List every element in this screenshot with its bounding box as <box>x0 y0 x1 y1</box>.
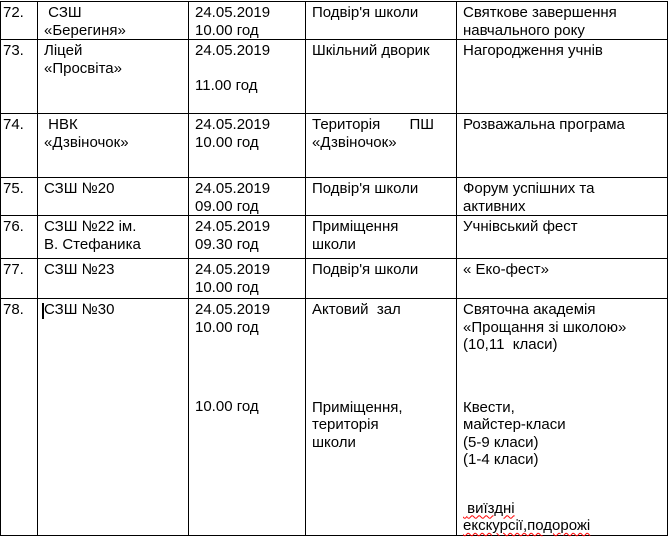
school-cell[interactable] <box>38 259 189 299</box>
cell-line: (1-4 класи) <box>463 451 539 468</box>
cell-line: 10.00 год <box>195 398 259 415</box>
cell-line: «Просвіта» <box>44 59 122 77</box>
cell-line: « Еко-фест» <box>463 261 549 278</box>
datetime-cell[interactable] <box>189 259 306 299</box>
cell-line: 24.05.2019 <box>195 116 271 133</box>
cell-line: «Берегиня» <box>44 21 126 39</box>
event-cell[interactable] <box>457 259 668 299</box>
event-cell[interactable] <box>457 114 668 178</box>
cell-line: 10.00 год <box>195 318 259 336</box>
table-row <box>1 259 668 299</box>
cell-line: 76. <box>3 218 24 235</box>
school-cell[interactable] <box>38 40 189 114</box>
cell-line: «Прощання зі школою» <box>463 318 627 336</box>
school-cell[interactable] <box>38 299 189 536</box>
cell-line: 72. <box>3 4 24 21</box>
event-cell[interactable] <box>457 216 668 259</box>
cell-line: 73. <box>3 42 24 59</box>
cell-line: 10.00 год <box>195 133 259 151</box>
event-block-2 <box>463 399 665 469</box>
cell-line: 24.05.2019 <box>195 42 271 59</box>
text-cursor <box>42 303 44 319</box>
cell-line: Розважальна програма <box>463 116 625 133</box>
location-cell[interactable] <box>306 178 457 216</box>
location-cell[interactable] <box>306 40 457 114</box>
cell-line: 09.00 год <box>195 197 259 215</box>
datetime-cell[interactable] <box>189 114 306 178</box>
datetime-cell[interactable] <box>189 299 306 536</box>
justified-word: Територія <box>312 116 381 133</box>
cell-line <box>195 60 303 78</box>
cell-line: 24.05.2019 <box>195 261 271 278</box>
datetime-cell[interactable] <box>189 2 306 40</box>
event-cell[interactable] <box>457 299 668 536</box>
school-cell[interactable] <box>38 2 189 40</box>
cell-line: 24.05.2019 <box>195 218 271 235</box>
cell-line: СЗШ №30 <box>44 301 115 318</box>
table-row <box>1 178 668 216</box>
table-row <box>1 2 668 40</box>
cell-line: Подвір'я школи <box>312 180 419 197</box>
location-cell[interactable] <box>306 299 457 536</box>
cell-line: Форум успішних та <box>463 180 595 197</box>
misspelled-word: виїздні <box>463 499 515 517</box>
row-number-cell[interactable] <box>1 114 38 178</box>
school-cell[interactable] <box>38 216 189 259</box>
cell-line: 10.00 год <box>195 21 259 39</box>
cell-line: школи <box>312 235 356 253</box>
cell-line: 75. <box>3 180 24 197</box>
cell-line: «Дзвіночок» <box>44 133 129 151</box>
cell-line: НВК <box>44 116 78 133</box>
table-row <box>1 299 668 536</box>
event-block-1 <box>463 301 665 354</box>
event-block-3 <box>463 500 665 535</box>
cell-line: Подвір'я школи <box>312 4 419 21</box>
cell-line: Святочна академія <box>463 301 596 318</box>
cell-line: Приміщення <box>312 218 399 235</box>
cell-line: СЗШ №22 ім. <box>44 218 137 235</box>
cell-line <box>312 116 434 134</box>
table-row <box>1 114 668 178</box>
school-cell[interactable] <box>38 114 189 178</box>
cell-line: майстер-класи <box>463 416 566 433</box>
cell-line: Актовий зал <box>312 301 401 318</box>
cell-line: Приміщення, <box>312 398 403 416</box>
cell-line: СЗШ №23 <box>44 261 115 278</box>
cell-line: 74. <box>3 116 24 133</box>
cell-line: Ліцей <box>44 42 83 59</box>
school-cell[interactable] <box>38 178 189 216</box>
datetime-cell[interactable] <box>189 178 306 216</box>
misspelled-word: екскурсії,подорожі <box>463 517 591 534</box>
row-number-cell[interactable] <box>1 259 38 299</box>
cell-line: територія <box>312 416 379 433</box>
cell-line: (10,11 класи) <box>463 336 558 353</box>
event-cell[interactable] <box>457 2 668 40</box>
cell-line: 11.00 год <box>195 77 258 94</box>
event-cell[interactable] <box>457 178 668 216</box>
location-cell[interactable] <box>306 114 457 178</box>
row-number-cell[interactable] <box>1 40 38 114</box>
cell-line: Шкільний дворик <box>312 42 430 59</box>
location-cell[interactable] <box>306 216 457 259</box>
cell-line: Подвір'я школи <box>312 261 419 278</box>
row-number-cell[interactable] <box>1 216 38 259</box>
table-row <box>1 40 668 114</box>
cell-line: (5-9 класи) <box>463 433 539 451</box>
cell-line: 24.05.2019 <box>195 4 271 21</box>
datetime-cell[interactable] <box>189 216 306 259</box>
cell-line: 77. <box>3 261 24 278</box>
row-number-cell[interactable] <box>1 178 38 216</box>
cell-line: Квести, <box>463 398 515 416</box>
cell-line: СЗШ №20 <box>44 180 115 197</box>
location-cell[interactable] <box>306 2 457 40</box>
location-block-2 <box>312 399 454 452</box>
row-number-cell[interactable] <box>1 2 38 40</box>
event-cell[interactable] <box>457 40 668 114</box>
location-block-1 <box>312 301 454 319</box>
datetime-block-1 <box>195 301 303 336</box>
location-cell[interactable] <box>306 259 457 299</box>
cell-line: СЗШ <box>44 4 82 21</box>
cell-line: активних <box>463 197 526 215</box>
cell-line: 78. <box>3 301 24 318</box>
cell-line: Нагородження учнів <box>463 42 603 59</box>
cell-line: Учнівський фест <box>463 218 578 235</box>
schedule-table <box>0 1 668 536</box>
table-row <box>1 216 668 259</box>
cell-line: В. Стефаника <box>44 235 141 253</box>
justified-word: ПШ <box>409 116 434 133</box>
cell-line: навчального року <box>463 21 585 39</box>
cell-line: 10.00 год <box>195 278 259 296</box>
cell-line: 09.30 год <box>195 235 259 253</box>
cell-line: Святкове завершення <box>463 4 617 21</box>
row-number-cell[interactable] <box>1 299 38 536</box>
datetime-cell[interactable] <box>189 40 306 114</box>
cell-line: школи <box>312 433 356 451</box>
datetime-block-2 <box>195 398 303 416</box>
cell-line: 24.05.2019 <box>195 301 271 318</box>
cell-line: 24.05.2019 <box>195 180 271 197</box>
cell-line: «Дзвіночок» <box>312 133 397 151</box>
